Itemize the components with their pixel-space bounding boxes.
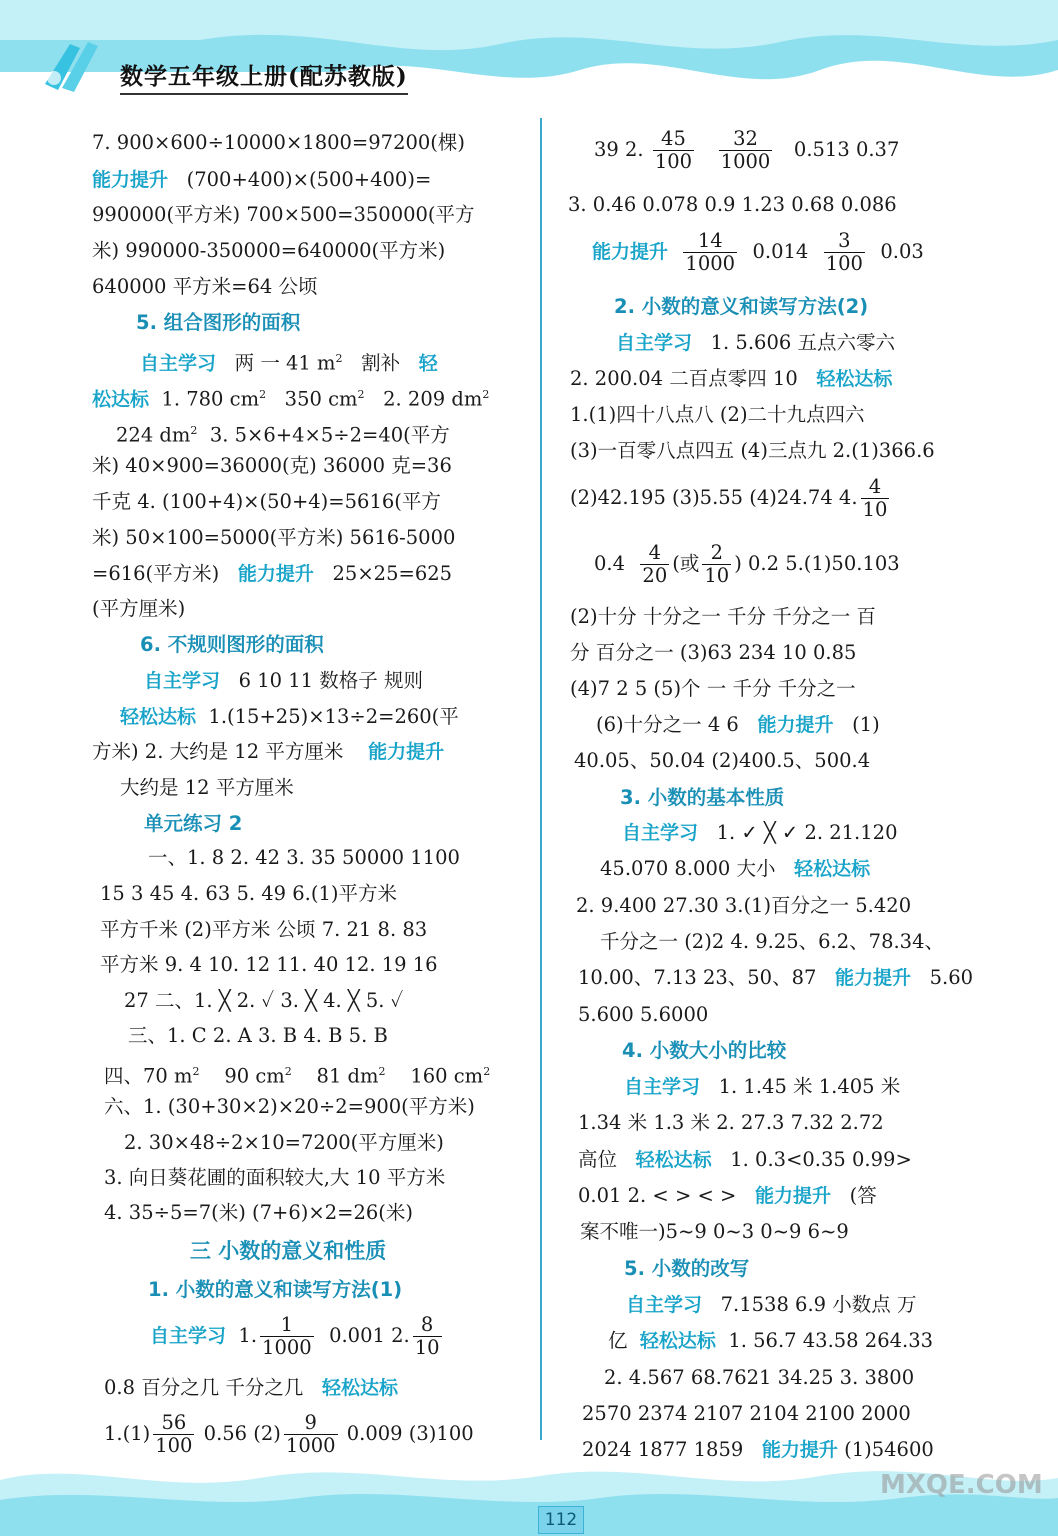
answer-line: 4. 35÷5=7(米) (7+6)×2=26(米) bbox=[104, 1201, 414, 1224]
answer-text: 45.070 8.000 大小 bbox=[600, 857, 776, 880]
answer-line bbox=[594, 542, 900, 590]
section-label-zizhu: 自主学习 bbox=[616, 332, 693, 354]
answer-line: 2. 4.567 68.7621 34.25 3. 3800 bbox=[604, 1366, 915, 1389]
answer-text: 0.01 2. < > < > bbox=[578, 1184, 737, 1207]
answer-text: =616(平方米) bbox=[92, 562, 220, 585]
section-label-nengli: 能力提升 bbox=[761, 1439, 838, 1461]
answer-line bbox=[578, 1147, 912, 1177]
answer-line: 平方千米 (2)平方米 公顷 7. 21 8. 83 bbox=[100, 918, 428, 941]
answer-line: 3. 向日葵花圃的面积较大,大 10 平方米 bbox=[104, 1166, 446, 1189]
answer-text: 160 cm bbox=[410, 1064, 484, 1088]
section-label-qingsong: 轻松达标 bbox=[794, 858, 871, 880]
answer-text: 0.8 百分之几 千分之几 bbox=[104, 1376, 304, 1399]
superscript: 2 bbox=[192, 1065, 200, 1078]
page-number: 112 bbox=[538, 1506, 584, 1534]
section-label-zizhu: 自主学习 bbox=[626, 1294, 703, 1316]
answer-line: 15 3 45 4. 63 5. 49 6.(1)平方米 bbox=[100, 882, 397, 905]
answer-line bbox=[596, 712, 880, 742]
answer-text: (答 bbox=[849, 1184, 877, 1207]
answer-text: 25×25=625 bbox=[332, 562, 453, 585]
answer-text: 1.(15+25)×13÷2=260(平 bbox=[208, 705, 459, 728]
answer-line bbox=[570, 366, 892, 396]
section-label-qingsong: 轻松达标 bbox=[322, 1377, 399, 1399]
answer-text: 81 dm bbox=[316, 1064, 379, 1088]
answer-text: 2. 200.04 二百点零四 10 bbox=[570, 367, 798, 390]
section-label-zizhu: 自主学习 bbox=[622, 822, 699, 844]
answer-line: 米) 50×100=5000(平方米) 5616-5000 bbox=[92, 526, 456, 549]
fraction-numerator: 9 bbox=[284, 1412, 338, 1435]
answer-line bbox=[600, 856, 870, 886]
section-label-nengli: 能力提升 bbox=[835, 967, 912, 989]
section-label-nengli: 能力提升 bbox=[592, 241, 669, 263]
book-title: 数学五年级上册(配苏教版) bbox=[120, 58, 408, 95]
answer-line: 27 二、1. ╳ 2. ✓ 3. ╳ 4. ╳ 5. ✓ bbox=[124, 989, 404, 1012]
fraction-numerator: 8 bbox=[413, 1314, 442, 1337]
answer-line: 2570 2374 2107 2104 2100 2000 bbox=[582, 1402, 911, 1425]
answer-text: (2)42.195 (3)5.55 (4)24.74 4. bbox=[570, 486, 858, 509]
fraction-denominator: 20 bbox=[642, 564, 668, 587]
answer-line: 分 百分之一 (3)63 234 10 0.85 bbox=[570, 641, 857, 664]
section-label-qing: 轻 bbox=[418, 352, 438, 375]
fraction-numerator: 4 bbox=[861, 476, 890, 499]
answer-line bbox=[120, 704, 459, 734]
answer-line bbox=[624, 1074, 900, 1104]
answer-text: 两 一 41 m bbox=[234, 351, 336, 375]
answer-line bbox=[144, 668, 423, 698]
answer-text: 四、70 m bbox=[104, 1064, 193, 1088]
answer-text: (或 bbox=[672, 552, 700, 575]
answer-text: 6 10 11 数格子 规则 bbox=[238, 669, 423, 692]
answer-text: 1. 0.3<0.35 0.99> bbox=[730, 1148, 912, 1171]
answer-text: 割补 bbox=[361, 351, 401, 375]
answer-line: 40.05、50.04 (2)400.5、500.4 bbox=[574, 749, 871, 772]
answer-text: 1. 5.606 五点六零六 bbox=[710, 331, 895, 354]
answer-line bbox=[570, 476, 892, 524]
answer-line: 1.34 米 1.3 米 2. 27.3 7.32 2.72 bbox=[578, 1111, 884, 1134]
fraction bbox=[861, 476, 890, 521]
fraction bbox=[719, 128, 773, 173]
answer-text: 39 2. bbox=[594, 138, 644, 161]
fraction-denominator: 1000 bbox=[685, 252, 736, 275]
superscript: 2 bbox=[482, 388, 490, 401]
answer-line bbox=[140, 346, 438, 376]
answer-line: 5.600 5.6000 bbox=[578, 1003, 709, 1026]
answer-line: 米) 990000-350000=640000(平方米) bbox=[92, 239, 446, 262]
fraction bbox=[260, 1314, 314, 1359]
column-divider bbox=[540, 118, 542, 1440]
answer-text: 0.513 0.37 bbox=[793, 138, 900, 161]
section-label-nengli: 能力提升 bbox=[92, 169, 169, 191]
fraction-numerator: 56 bbox=[153, 1412, 194, 1435]
fraction-denominator: 1000 bbox=[720, 150, 771, 173]
answer-line bbox=[92, 561, 452, 591]
section-label-qingsong: 轻松达标 bbox=[120, 706, 197, 728]
answer-text: 0.014 bbox=[752, 240, 809, 263]
answer-text: 3. 5×6+4×5÷2=40(平方 bbox=[209, 423, 450, 447]
answer-text: 0.4 bbox=[594, 552, 626, 575]
answer-line: (3)一百零八点四五 (4)三点九 2.(1)366.6 bbox=[570, 439, 935, 462]
answer-text: 1. 1.45 米 1.405 米 bbox=[718, 1075, 901, 1098]
answer-text: ) 0.2 5.(1)50.103 bbox=[734, 552, 900, 575]
answer-line bbox=[92, 167, 431, 197]
fraction-numerator: 45 bbox=[653, 128, 694, 151]
section-heading: 1. 小数的意义和读写方法(1) bbox=[148, 1278, 403, 1301]
superscript: 2 bbox=[190, 424, 198, 437]
answer-line: 640000 平方米=64 公顷 bbox=[92, 275, 318, 298]
answer-line bbox=[578, 1183, 877, 1213]
section-heading: 单元练习 2 bbox=[144, 812, 243, 835]
section-heading: 5. 小数的改写 bbox=[624, 1257, 750, 1280]
fraction-numerator: 1 bbox=[260, 1314, 314, 1337]
section-label-nengli: 能力提升 bbox=[754, 1185, 831, 1207]
fraction-denominator: 1000 bbox=[262, 1336, 312, 1359]
fraction-denominator: 10 bbox=[414, 1336, 440, 1359]
answer-line: 三、1. C 2. A 3. B 4. B 5. B bbox=[128, 1024, 388, 1047]
fraction bbox=[702, 542, 731, 587]
superscript: 2 bbox=[483, 1065, 491, 1078]
answer-line bbox=[150, 1314, 445, 1360]
fraction-numerator: 14 bbox=[683, 230, 737, 253]
answer-text: 5.60 bbox=[929, 966, 974, 989]
section-label-zizhu: 自主学习 bbox=[140, 352, 217, 375]
answer-line: 3. 0.46 0.078 0.9 1.23 0.68 0.086 bbox=[568, 193, 897, 216]
answer-line bbox=[104, 1375, 398, 1405]
fraction bbox=[653, 128, 694, 173]
answer-line bbox=[92, 739, 444, 769]
chapter-heading: 三 小数的意义和性质 bbox=[190, 1239, 387, 1263]
fraction bbox=[683, 230, 737, 275]
answer-line bbox=[622, 820, 897, 850]
answer-text: (1) bbox=[852, 713, 880, 736]
section-label-zizhu: 自主学习 bbox=[144, 670, 221, 692]
answer-text: 224 dm bbox=[116, 423, 191, 447]
answer-line bbox=[608, 1328, 933, 1358]
watermark: MXQE.COM bbox=[880, 1470, 1043, 1500]
answer-text: 高位 bbox=[578, 1148, 618, 1171]
answer-line: 一、1. 8 2. 42 3. 35 50000 1100 bbox=[148, 846, 460, 869]
section-heading: 4. 小数大小的比较 bbox=[622, 1039, 787, 1062]
answer-line: (平方厘米) bbox=[92, 597, 186, 620]
answer-text: 0.56 (2) bbox=[203, 1422, 281, 1445]
section-label-qingsong: 轻松达标 bbox=[639, 1330, 716, 1352]
section-heading: 5. 组合图形的面积 bbox=[136, 311, 301, 334]
answer-line: 案不唯一)5~9 0~3 0~9 6~9 bbox=[580, 1220, 849, 1243]
fraction-numerator: 2 bbox=[702, 542, 731, 565]
answer-text: 0.001 2. bbox=[329, 1324, 410, 1347]
answer-line: (2)十分 十分之一 千分 千分之一 百 bbox=[570, 605, 876, 628]
answer-line bbox=[592, 230, 924, 278]
answer-line bbox=[92, 382, 489, 412]
answer-line bbox=[626, 1292, 916, 1322]
section-label-qingsong: 轻松达标 bbox=[635, 1149, 712, 1171]
answer-line: 1.(1)四十八点八 (2)二十九点四六 bbox=[570, 403, 865, 426]
answer-text: (1)54600 bbox=[844, 1438, 934, 1461]
answer-line: 990000(平方米) 700×500=350000(平方 bbox=[92, 203, 475, 226]
answer-line: 平方米 9. 4 10. 12 11. 40 12. 19 16 bbox=[100, 953, 438, 976]
answer-line: 大约是 12 平方厘米 bbox=[120, 776, 294, 799]
section-label-nengli: 能力提升 bbox=[368, 741, 445, 763]
fraction-denominator: 10 bbox=[704, 564, 730, 587]
answer-text: 1. 56.7 43.58 264.33 bbox=[728, 1329, 934, 1352]
answer-text: (6)十分之一 4 6 bbox=[596, 713, 739, 736]
answer-text: 方米) 2. 大约是 12 平方厘米 bbox=[92, 740, 344, 763]
section-label-nengli: 能力提升 bbox=[237, 563, 314, 585]
fraction bbox=[413, 1314, 442, 1359]
answer-text: 1. ✓ ╳ ✓ 2. 21.120 bbox=[716, 821, 898, 844]
answer-text: 7.1538 6.9 小数点 万 bbox=[720, 1293, 917, 1316]
fraction-denominator: 1000 bbox=[285, 1434, 336, 1457]
fraction-denominator: 100 bbox=[654, 150, 693, 173]
answer-line: 千克 4. (100+4)×(50+4)=5616(平方 bbox=[92, 490, 441, 513]
book-logo-icon bbox=[40, 34, 110, 96]
answer-text: (700+400)×(500+400)= bbox=[186, 168, 432, 191]
superscript: 2 bbox=[378, 1065, 386, 1078]
section-label-zizhu: 自主学习 bbox=[150, 1325, 227, 1347]
section-label-zizhu: 自主学习 bbox=[624, 1076, 701, 1098]
fraction-denominator: 100 bbox=[155, 1434, 193, 1457]
superscript: 2 bbox=[357, 388, 365, 401]
answer-line: 2. 30×48÷2×10=7200(平方厘米) bbox=[124, 1131, 444, 1154]
section-heading: 6. 不规则图形的面积 bbox=[140, 633, 324, 656]
answer-line: 千分之一 (2)2 4. 9.25、6.2、78.34、 bbox=[600, 930, 944, 953]
answer-line bbox=[616, 330, 895, 360]
fraction-numerator: 32 bbox=[719, 128, 773, 151]
section-label-nengli: 能力提升 bbox=[757, 714, 834, 736]
fraction-denominator: 10 bbox=[862, 498, 888, 521]
answer-text: 亿 bbox=[608, 1329, 628, 1352]
answer-line bbox=[104, 1059, 490, 1089]
answer-line: 2. 9.400 27.30 3.(1)百分之一 5.420 bbox=[576, 894, 912, 917]
answer-text: 350 cm bbox=[284, 387, 358, 411]
answer-text: 0.009 (3)100 bbox=[346, 1422, 474, 1445]
answer-text: 1. 780 cm bbox=[161, 387, 260, 411]
fraction-numerator: 3 bbox=[824, 230, 865, 253]
answer-line: 米) 40×900=36000(克) 36000 克=36 bbox=[92, 454, 452, 477]
answer-line bbox=[594, 128, 899, 176]
answer-line bbox=[116, 418, 450, 448]
answer-text: 1. bbox=[238, 1324, 258, 1347]
answer-line bbox=[578, 965, 973, 995]
answer-text: 2024 1877 1859 bbox=[582, 1438, 744, 1461]
answer-line: (4)7 2 5 (5)个 一 千分 千分之一 bbox=[570, 677, 856, 700]
fraction bbox=[640, 542, 669, 587]
answer-line: 六、1. (30+30×2)×20÷2=900(平方米) bbox=[104, 1095, 475, 1118]
superscript: 2 bbox=[259, 388, 267, 401]
answer-line: 7. 900×600÷10000×1800=97200(棵) bbox=[92, 131, 466, 154]
superscript: 2 bbox=[335, 352, 343, 365]
answer-text: 0.03 bbox=[880, 240, 924, 263]
section-label-qingsong: 轻松达标 bbox=[816, 368, 893, 390]
fraction-numerator: 4 bbox=[640, 542, 669, 565]
answer-text: 2. 209 dm bbox=[383, 387, 483, 411]
section-heading: 2. 小数的意义和读写方法(2) bbox=[614, 295, 869, 318]
fraction-denominator: 100 bbox=[825, 252, 863, 275]
fraction bbox=[824, 230, 865, 275]
section-label-songda: 松达标 bbox=[92, 388, 150, 411]
superscript: 2 bbox=[284, 1065, 292, 1078]
answer-text: 1.(1) bbox=[104, 1422, 151, 1445]
answer-text: 10.00、7.13 23、50、87 bbox=[578, 966, 817, 989]
section-heading: 3. 小数的基本性质 bbox=[620, 786, 785, 809]
answer-text: 90 cm bbox=[224, 1064, 285, 1088]
